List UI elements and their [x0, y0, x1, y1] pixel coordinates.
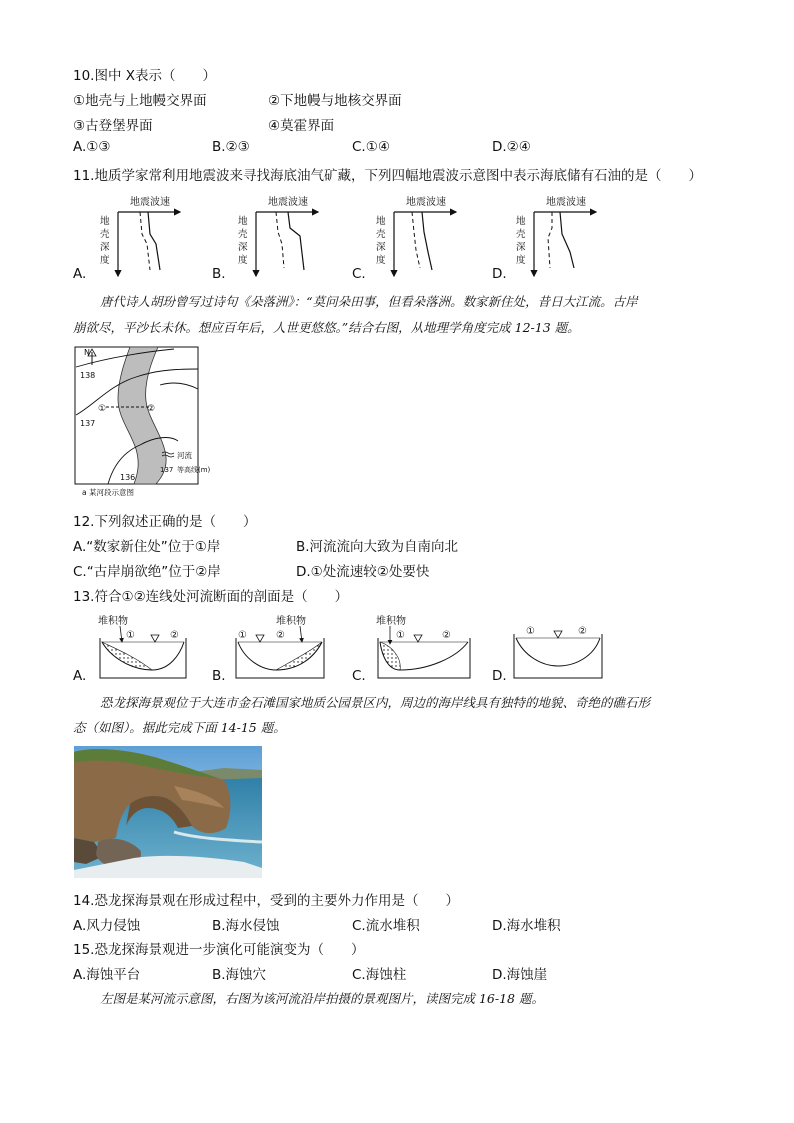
- q14-option-d[interactable]: D.海水堆积: [492, 918, 561, 934]
- seismic-title-b: 地震波速: [268, 197, 308, 208]
- passage1-line2: 崩欲尽，平沙长未休。想应百年后，人世更悠悠。”结合右图，从地理学角度完成 12-13 题。: [73, 320, 580, 335]
- q10-item-4: ④莫霍界面: [268, 118, 335, 134]
- q12-option-a[interactable]: A.“数家新住处”位于①岸: [73, 539, 221, 555]
- q10-option-b[interactable]: B.②③: [212, 139, 250, 155]
- q15-option-b[interactable]: B.海蚀穴: [212, 967, 267, 983]
- q10-item-2: ②下地幔与地核交界面: [268, 93, 402, 109]
- seismic-ylabel-c2: 壳: [376, 229, 386, 240]
- seismic-ylabel-c3: 深: [376, 242, 386, 253]
- contour-label-136: 136: [120, 473, 136, 482]
- profile-b: [228, 612, 333, 684]
- profile-c-deposit: 堆积物: [376, 616, 406, 627]
- q10-option-c[interactable]: C.①④: [352, 139, 390, 155]
- q11-option-d[interactable]: D.: [492, 266, 507, 282]
- q15-stem: 15.恐龙探海景观进一步演化可能演变为（ ）: [73, 942, 365, 958]
- q11-stem: 11.地质学家常利用地震波来寻找海底油气矿藏，下列四幅地震波示意图中表示海底储有石油的是（ ）: [73, 168, 702, 184]
- q12-option-b[interactable]: B.河流流向大致为自南向北: [296, 539, 459, 555]
- seismic-ylabel-d4: 度: [516, 255, 526, 266]
- seismic-ylabel-a4: 度: [100, 255, 110, 266]
- seismic-ylabel-d1: 地: [516, 216, 526, 227]
- seismic-ylabel-c1: 地: [376, 216, 386, 227]
- q15-option-d[interactable]: D.海蚀崖: [492, 967, 548, 983]
- q11-option-b[interactable]: B.: [212, 266, 226, 282]
- q10-item-1: ①地壳与上地幔交界面: [73, 93, 207, 109]
- q12-option-c[interactable]: C.“古岸崩欲绝”位于②岸: [73, 564, 221, 580]
- map-caption: a 某河段示意图: [82, 488, 134, 497]
- seismic-diagram-d: [506, 192, 616, 282]
- profile-c-p1: ①: [396, 630, 405, 641]
- passage2-line1: 恐龙探海景观位于大连市金石滩国家地质公园景区内，周边的海岸线具有独特的地貌、奇绝的礁石形: [100, 695, 651, 710]
- contour-label-137: 137: [80, 419, 96, 428]
- point-2: ②: [147, 404, 156, 414]
- seismic-ylabel-d3: 深: [516, 242, 526, 253]
- seismic-title-a: 地震波速: [130, 197, 170, 208]
- passage2-line2: 态（如图）。据此完成下面 14-15 题。: [73, 720, 286, 735]
- profile-a-p1: ①: [126, 630, 135, 641]
- q11-option-a[interactable]: A.: [73, 266, 87, 282]
- q14-stem: 14.恐龙探海景观在形成过程中，受到的主要外力作用是（ ）: [73, 893, 459, 909]
- q11-option-c[interactable]: C.: [352, 266, 366, 282]
- profile-d-p1: ①: [526, 626, 535, 637]
- q13-option-c[interactable]: C.: [352, 668, 366, 684]
- seismic-ylabel-d2: 壳: [516, 229, 526, 240]
- profile-c: [366, 612, 476, 684]
- q13-option-a[interactable]: A.: [73, 668, 87, 684]
- q13-option-d[interactable]: D.: [492, 668, 507, 684]
- point-1: ①: [98, 404, 107, 414]
- seismic-title-d: 地震波速: [546, 197, 586, 208]
- legend-contour: 等高线(m): [177, 466, 211, 474]
- seismic-diagram-a: [90, 192, 200, 282]
- passage1-line1: 唐代诗人胡玢曾写过诗句《朵落洲》：“莫问朵田事，但看朵落洲。数家新住处，昔日大江流。古岸: [100, 294, 638, 309]
- seismic-ylabel-a2: 壳: [100, 229, 110, 240]
- q14-option-b[interactable]: B.海水侵蚀: [212, 918, 280, 934]
- profile-b-p2: ②: [276, 630, 285, 641]
- seismic-ylabel-b3: 深: [238, 242, 248, 253]
- q13-stem: 13.符合①②连线处河流断面的剖面是（ ）: [73, 589, 349, 605]
- seismic-diagram-c: [366, 192, 476, 282]
- seismic-ylabel-b2: 壳: [238, 229, 248, 240]
- passage3-line1: 左图是某河流示意图，右图为该河流沿岸拍摄的景观图片，读图完成 16-18 题。: [100, 991, 544, 1006]
- q12-option-d[interactable]: D.①处流速较②处要快: [296, 564, 430, 580]
- q15-option-a[interactable]: A.海蚀平台: [73, 967, 141, 983]
- legend-river: 河流: [177, 451, 192, 460]
- seismic-ylabel-b1: 地: [238, 216, 248, 227]
- seismic-ylabel-b4: 度: [238, 255, 248, 266]
- q14-option-a[interactable]: A.风力侵蚀: [73, 918, 141, 934]
- river-map-figure: [74, 345, 211, 500]
- profile-c-p2: ②: [442, 630, 451, 641]
- profile-b-deposit: 堆积物: [276, 616, 306, 627]
- seismic-ylabel-c4: 度: [376, 255, 386, 266]
- profile-d: [506, 612, 611, 684]
- q12-stem: 12.下列叙述正确的是（ ）: [73, 514, 257, 530]
- q10-option-d[interactable]: D.②④: [492, 139, 531, 155]
- seismic-ylabel-a3: 深: [100, 242, 110, 253]
- north-label: N: [84, 348, 90, 357]
- q10-option-a[interactable]: A.①③: [73, 139, 111, 155]
- q10-item-3: ③古登堡界面: [73, 118, 153, 134]
- seismic-diagram-b: [228, 192, 338, 282]
- contour-label-138: 138: [80, 371, 96, 380]
- q15-option-c[interactable]: C.海蚀柱: [352, 967, 407, 983]
- seismic-title-c: 地震波速: [406, 197, 446, 208]
- legend-contour-value: 137: [160, 466, 174, 474]
- profile-a: [90, 612, 195, 684]
- q14-option-c[interactable]: C.流水堆积: [352, 918, 420, 934]
- profile-b-p1: ①: [238, 630, 247, 641]
- q13-option-b[interactable]: B.: [212, 668, 226, 684]
- sea-arch-photo: [74, 746, 262, 878]
- q10-stem: 10.图中 X表示（ ）: [73, 68, 217, 84]
- profile-a-deposit: 堆积物: [98, 616, 128, 627]
- seismic-ylabel-a1: 地: [100, 216, 110, 227]
- profile-a-p2: ②: [170, 630, 179, 641]
- profile-d-p2: ②: [578, 626, 587, 637]
